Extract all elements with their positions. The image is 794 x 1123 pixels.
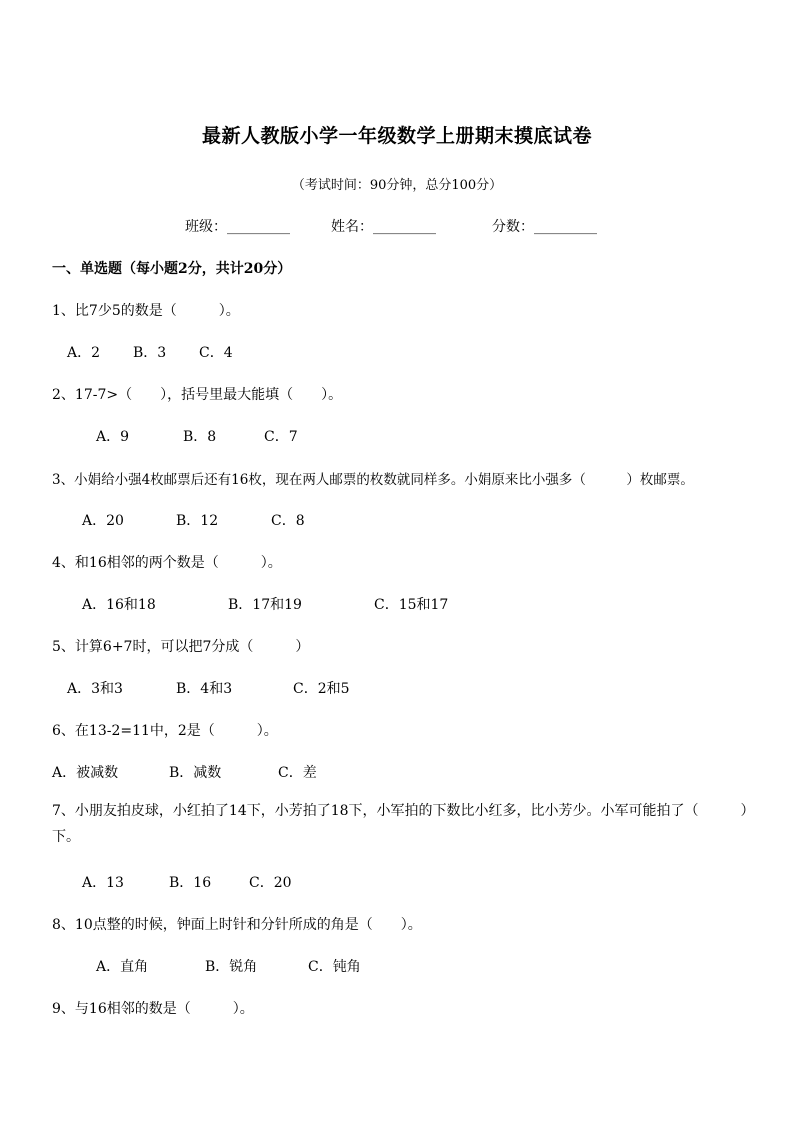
question-8: 8、10点整的时候，钟面上时针和分针所成的角是（ ）。	[52, 917, 422, 933]
option-c: C．4	[199, 345, 233, 361]
option-b: B．3	[133, 345, 167, 361]
question-4: 4、和16相邻的两个数是（ ）。	[52, 555, 282, 571]
option-c: C．8	[271, 513, 305, 529]
option-c: C．20	[249, 875, 292, 891]
option-c: C．7	[264, 429, 298, 445]
name-field: 姓名：_________	[331, 219, 436, 235]
option-a: A．2	[67, 345, 101, 361]
option-a: A．被减数	[52, 765, 119, 781]
option-b: B．4和3	[176, 681, 233, 697]
option-c: C．15和17	[374, 597, 449, 613]
option-a: A．9	[96, 429, 130, 445]
option-b: B．17和19	[228, 597, 302, 613]
option-c: C．钝角	[308, 959, 361, 975]
option-a: A．20	[82, 513, 124, 529]
option-b: B．减数	[169, 765, 222, 781]
question-2: 2、17-7>（ ），括号里最大能填（ ）。	[52, 387, 343, 403]
score-field: 分数：_________	[492, 219, 597, 235]
option-a: A．16和18	[82, 597, 156, 613]
option-b: B．12	[176, 513, 219, 529]
option-c: C．2和5	[293, 681, 350, 697]
exam-title: 最新人教版小学一年级数学上册期末摸底试卷	[201, 125, 592, 147]
option-b: B．16	[169, 875, 212, 891]
option-a: A．3和3	[67, 681, 123, 697]
option-b: B．8	[183, 429, 217, 445]
option-b: B．锐角	[205, 959, 258, 975]
question-6: 6、在13-2=11中，2是（ ）。	[52, 723, 278, 739]
exam-subtitle: （考试时间：90分钟，总分100分）	[291, 178, 503, 193]
question-1: 1、比7少5的数是（ ）。	[52, 303, 240, 319]
class-field: 班级：_________	[185, 219, 290, 235]
option-a: A．直角	[96, 959, 149, 975]
section-heading: 一、单选题（每小题2分，共计20分）	[52, 261, 292, 277]
option-c: C．差	[278, 765, 317, 781]
question-7: 7、小朋友拍皮球，小红拍了14下，小芳拍了18下，小军拍的下数比小红多，比小芳少。小军可能拍了（ ）下。	[52, 803, 748, 845]
question-3: 3、小娟给小强4枚邮票后还有16枚，现在两人邮票的枚数就同样多。小娟原来比小强多（ ）枚邮票。	[52, 472, 694, 488]
student-info-row	[185, 216, 597, 236]
question-5: 5、计算6+7时，可以把7分成（ ）	[52, 639, 310, 655]
question-9: 9、与16相邻的数是（ ）。	[52, 1001, 254, 1017]
option-a: A．13	[82, 875, 124, 891]
